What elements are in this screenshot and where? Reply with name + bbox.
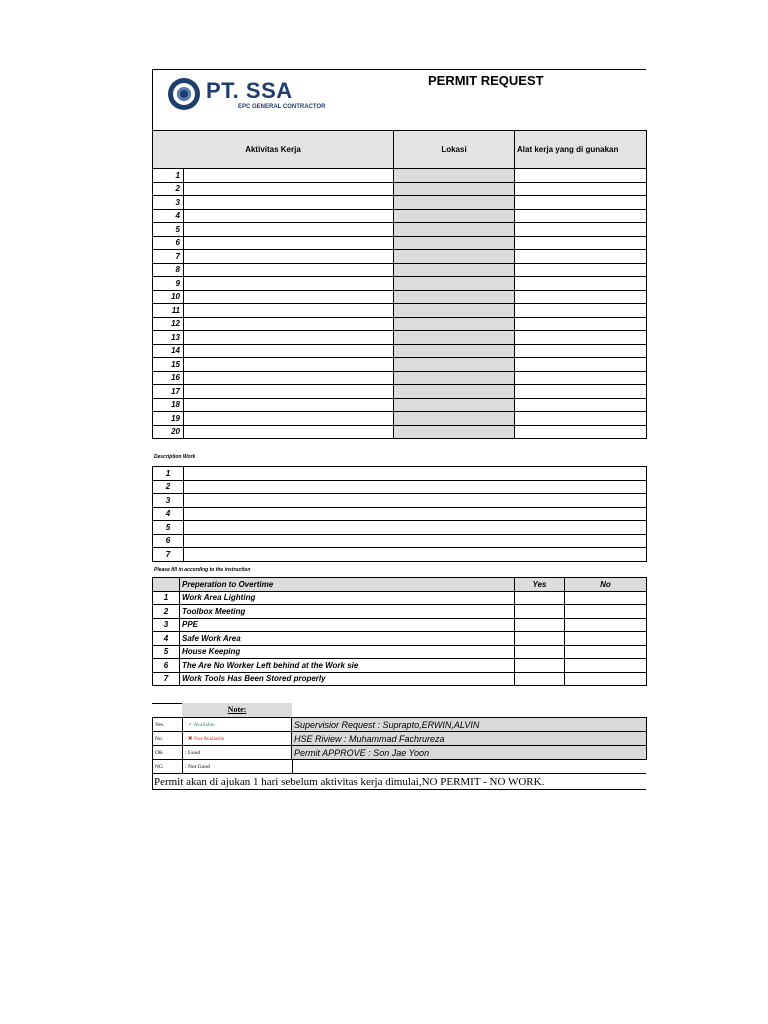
description-cell[interactable] bbox=[184, 467, 647, 481]
table-row bbox=[153, 236, 647, 250]
yes-cell[interactable] bbox=[515, 591, 565, 605]
instruction-caption: Please fill in according to the instruction bbox=[154, 567, 251, 573]
alat-cell[interactable] bbox=[515, 250, 647, 264]
description-cell[interactable] bbox=[184, 507, 647, 521]
aktivitas-cell[interactable] bbox=[184, 385, 394, 399]
legend-desc: : ✖ Not Available bbox=[183, 732, 293, 746]
lokasi-cell[interactable] bbox=[394, 182, 515, 196]
row-number: 2 bbox=[153, 182, 184, 196]
no-cell[interactable] bbox=[565, 645, 647, 659]
alat-cell[interactable] bbox=[515, 182, 647, 196]
legend-row bbox=[153, 760, 293, 774]
alat-cell[interactable] bbox=[515, 223, 647, 237]
row-number: 3 bbox=[153, 196, 184, 210]
aktivitas-cell[interactable] bbox=[184, 182, 394, 196]
alat-cell[interactable] bbox=[515, 196, 647, 210]
aktivitas-cell[interactable] bbox=[184, 425, 394, 439]
description-cell[interactable] bbox=[184, 534, 647, 548]
overtime-item-label: The Are No Worker Left behind at the Work sie bbox=[180, 659, 515, 673]
col-alat-kerja: Alat kerja yang di gunakan bbox=[515, 131, 647, 169]
note-legend bbox=[152, 717, 293, 774]
legend-code: NG bbox=[153, 760, 183, 774]
aktivitas-cell[interactable] bbox=[184, 209, 394, 223]
table-row bbox=[153, 182, 647, 196]
legend-code: Yes bbox=[153, 718, 183, 732]
col-aktivitas-kerja: Aktivitas Kerja bbox=[153, 131, 394, 169]
table-row bbox=[153, 425, 647, 439]
company-name: PT. SSA bbox=[206, 78, 293, 103]
page-title: PERMIT REQUEST bbox=[428, 73, 544, 88]
table-row bbox=[153, 331, 647, 345]
no-cell[interactable] bbox=[565, 659, 647, 673]
legend-row bbox=[153, 718, 293, 732]
overtime-header bbox=[153, 578, 647, 592]
table-row bbox=[153, 645, 647, 659]
row-number: 7 bbox=[153, 672, 180, 686]
aktivitas-cell[interactable] bbox=[184, 371, 394, 385]
lokasi-cell[interactable] bbox=[394, 425, 515, 439]
alat-cell[interactable] bbox=[515, 425, 647, 439]
lokasi-cell[interactable] bbox=[394, 385, 515, 399]
row-number: 12 bbox=[153, 317, 184, 331]
lokasi-cell[interactable] bbox=[394, 223, 515, 237]
company-tagline: EPC GENERAL CONTRACTOR bbox=[238, 104, 326, 110]
row-number: 8 bbox=[153, 263, 184, 277]
row-number: 1 bbox=[153, 169, 184, 183]
aktivitas-cell[interactable] bbox=[184, 331, 394, 345]
overtime-item-label: Toolbox Meeting bbox=[180, 605, 515, 619]
table-row bbox=[153, 412, 647, 426]
lokasi-cell[interactable] bbox=[394, 196, 515, 210]
alat-cell[interactable] bbox=[515, 317, 647, 331]
row-number: 5 bbox=[153, 645, 180, 659]
row-number: 5 bbox=[153, 223, 184, 237]
aktivitas-cell[interactable] bbox=[184, 169, 394, 183]
no-cell[interactable] bbox=[565, 605, 647, 619]
permit-request-sheet bbox=[152, 69, 646, 791]
overtime-item-label: Work Tools Has Been Stored properly bbox=[180, 672, 515, 686]
no-cell[interactable] bbox=[565, 632, 647, 646]
work-table-header bbox=[153, 131, 647, 169]
row-number: 4 bbox=[153, 632, 180, 646]
description-table bbox=[152, 466, 647, 562]
approval-table bbox=[291, 717, 647, 760]
no-cell[interactable] bbox=[565, 591, 647, 605]
row-number: 18 bbox=[153, 398, 184, 412]
description-cell[interactable] bbox=[184, 480, 647, 494]
alat-cell[interactable] bbox=[515, 344, 647, 358]
no-cell[interactable] bbox=[565, 618, 647, 632]
work-activity-table bbox=[152, 130, 647, 439]
approval-entry: Supervisior Request : Suprapto,ERWIN,ALVIN bbox=[292, 718, 647, 732]
yes-cell[interactable] bbox=[515, 645, 565, 659]
aktivitas-cell[interactable] bbox=[184, 412, 394, 426]
description-cell[interactable] bbox=[184, 548, 647, 562]
alat-cell[interactable] bbox=[515, 304, 647, 318]
overtime-item-label: House Keeping bbox=[180, 645, 515, 659]
table-row bbox=[153, 196, 647, 210]
overtime-table bbox=[152, 577, 647, 686]
row-number: 16 bbox=[153, 371, 184, 385]
row-number: 11 bbox=[153, 304, 184, 318]
row-number: 10 bbox=[153, 290, 184, 304]
lokasi-cell[interactable] bbox=[394, 331, 515, 345]
footer-notice: Permit akan di ajukan 1 hari sebelum aktivitas kerja dimulai,NO PERMIT - NO WORK. bbox=[152, 773, 646, 790]
col-yes: Yes bbox=[515, 578, 565, 592]
aktivitas-cell[interactable] bbox=[184, 223, 394, 237]
overtime-title: Preperation to Overtime bbox=[180, 578, 515, 592]
alat-cell[interactable] bbox=[515, 236, 647, 250]
row-number: 1 bbox=[153, 591, 180, 605]
lokasi-cell[interactable] bbox=[394, 277, 515, 291]
legend-code: No bbox=[153, 732, 183, 746]
overtime-item-label: Safe Work Area bbox=[180, 632, 515, 646]
yes-cell[interactable] bbox=[515, 632, 565, 646]
table-row bbox=[153, 618, 647, 632]
approval-entry: Permit APPROVE : Son Jae Yoon bbox=[292, 746, 647, 760]
alat-cell[interactable] bbox=[515, 277, 647, 291]
row-number: 6 bbox=[153, 534, 184, 548]
aktivitas-cell[interactable] bbox=[184, 344, 394, 358]
row-number: 3 bbox=[153, 494, 184, 508]
lokasi-cell[interactable] bbox=[394, 250, 515, 264]
aktivitas-cell[interactable] bbox=[184, 250, 394, 264]
no-cell[interactable] bbox=[565, 672, 647, 686]
lokasi-cell[interactable] bbox=[394, 304, 515, 318]
aktivitas-cell[interactable] bbox=[184, 304, 394, 318]
approval-row bbox=[292, 718, 647, 732]
row-number: 2 bbox=[153, 605, 180, 619]
row-number: 15 bbox=[153, 358, 184, 372]
row-number: 3 bbox=[153, 618, 180, 632]
row-number: 4 bbox=[153, 209, 184, 223]
yes-cell[interactable] bbox=[515, 618, 565, 632]
lokasi-cell[interactable] bbox=[394, 317, 515, 331]
row-number: 19 bbox=[153, 412, 184, 426]
table-row bbox=[153, 317, 647, 331]
alat-cell[interactable] bbox=[515, 371, 647, 385]
alat-cell[interactable] bbox=[515, 209, 647, 223]
aktivitas-cell[interactable] bbox=[184, 236, 394, 250]
table-row bbox=[153, 659, 647, 673]
lokasi-cell[interactable] bbox=[394, 263, 515, 277]
table-row bbox=[153, 277, 647, 291]
approval-entry: HSE Riview : Muhammad Fachrureza bbox=[292, 732, 647, 746]
lokasi-cell[interactable] bbox=[394, 236, 515, 250]
aktivitas-cell[interactable] bbox=[184, 358, 394, 372]
company-logo bbox=[168, 78, 328, 118]
lokasi-cell[interactable] bbox=[394, 209, 515, 223]
table-row bbox=[153, 534, 647, 548]
row-number: 2 bbox=[153, 480, 184, 494]
description-cell[interactable] bbox=[184, 521, 647, 535]
table-row bbox=[153, 467, 647, 481]
description-caption: Description Work bbox=[154, 454, 196, 460]
lokasi-cell[interactable] bbox=[394, 344, 515, 358]
yes-cell[interactable] bbox=[515, 672, 565, 686]
alat-cell[interactable] bbox=[515, 290, 647, 304]
lokasi-cell[interactable] bbox=[394, 412, 515, 426]
approval-row bbox=[292, 746, 647, 760]
note-title: Note: bbox=[182, 703, 292, 717]
table-row bbox=[153, 209, 647, 223]
table-row bbox=[153, 672, 647, 686]
description-cell[interactable] bbox=[184, 494, 647, 508]
lokasi-cell[interactable] bbox=[394, 358, 515, 372]
overtime-item-label: Work Area Lighting bbox=[180, 591, 515, 605]
row-number: 9 bbox=[153, 277, 184, 291]
table-row bbox=[153, 398, 647, 412]
alat-cell[interactable] bbox=[515, 385, 647, 399]
alat-cell[interactable] bbox=[515, 263, 647, 277]
alat-cell[interactable] bbox=[515, 358, 647, 372]
row-number: 20 bbox=[153, 425, 184, 439]
table-row bbox=[153, 480, 647, 494]
row-number: 13 bbox=[153, 331, 184, 345]
alat-cell[interactable] bbox=[515, 412, 647, 426]
yes-cell[interactable] bbox=[515, 605, 565, 619]
table-row bbox=[153, 507, 647, 521]
table-row bbox=[153, 304, 647, 318]
row-number: 7 bbox=[153, 548, 184, 562]
col-lokasi: Lokasi bbox=[394, 131, 515, 169]
yes-cell[interactable] bbox=[515, 659, 565, 673]
lokasi-cell[interactable] bbox=[394, 169, 515, 183]
row-number: 6 bbox=[153, 236, 184, 250]
approval-row bbox=[292, 732, 647, 746]
table-row bbox=[153, 632, 647, 646]
lokasi-cell[interactable] bbox=[394, 398, 515, 412]
legend-desc: : Not Good bbox=[183, 760, 293, 774]
legend-row bbox=[153, 746, 293, 760]
row-number: 4 bbox=[153, 507, 184, 521]
alat-cell[interactable] bbox=[515, 398, 647, 412]
aktivitas-cell[interactable] bbox=[184, 290, 394, 304]
logo-emblem-icon bbox=[168, 78, 200, 110]
row-number: 5 bbox=[153, 521, 184, 535]
row-number: 1 bbox=[153, 467, 184, 481]
lokasi-cell[interactable] bbox=[394, 290, 515, 304]
overtime-item-label: PPE bbox=[180, 618, 515, 632]
aktivitas-cell[interactable] bbox=[184, 277, 394, 291]
table-row bbox=[153, 344, 647, 358]
table-row bbox=[153, 263, 647, 277]
legend-desc: : ✓ Available bbox=[183, 718, 293, 732]
table-row bbox=[153, 548, 647, 562]
legend-desc: : Good bbox=[183, 746, 293, 760]
row-number: 7 bbox=[153, 250, 184, 264]
aktivitas-cell[interactable] bbox=[184, 263, 394, 277]
alat-cell[interactable] bbox=[515, 331, 647, 345]
table-row bbox=[153, 169, 647, 183]
table-row bbox=[153, 250, 647, 264]
legend-code: OK bbox=[153, 746, 183, 760]
alat-cell[interactable] bbox=[515, 169, 647, 183]
table-row bbox=[153, 605, 647, 619]
lokasi-cell[interactable] bbox=[394, 371, 515, 385]
aktivitas-cell[interactable] bbox=[184, 317, 394, 331]
table-row bbox=[153, 223, 647, 237]
table-row bbox=[153, 371, 647, 385]
aktivitas-cell[interactable] bbox=[184, 196, 394, 210]
table-row bbox=[153, 290, 647, 304]
row-number: 6 bbox=[153, 659, 180, 673]
table-row bbox=[153, 385, 647, 399]
legend-row bbox=[153, 732, 293, 746]
table-row bbox=[153, 521, 647, 535]
table-row bbox=[153, 494, 647, 508]
table-row bbox=[153, 358, 647, 372]
row-number: 17 bbox=[153, 385, 184, 399]
table-row bbox=[153, 591, 647, 605]
col-no: No bbox=[565, 578, 647, 592]
row-number: 14 bbox=[153, 344, 184, 358]
aktivitas-cell[interactable] bbox=[184, 398, 394, 412]
